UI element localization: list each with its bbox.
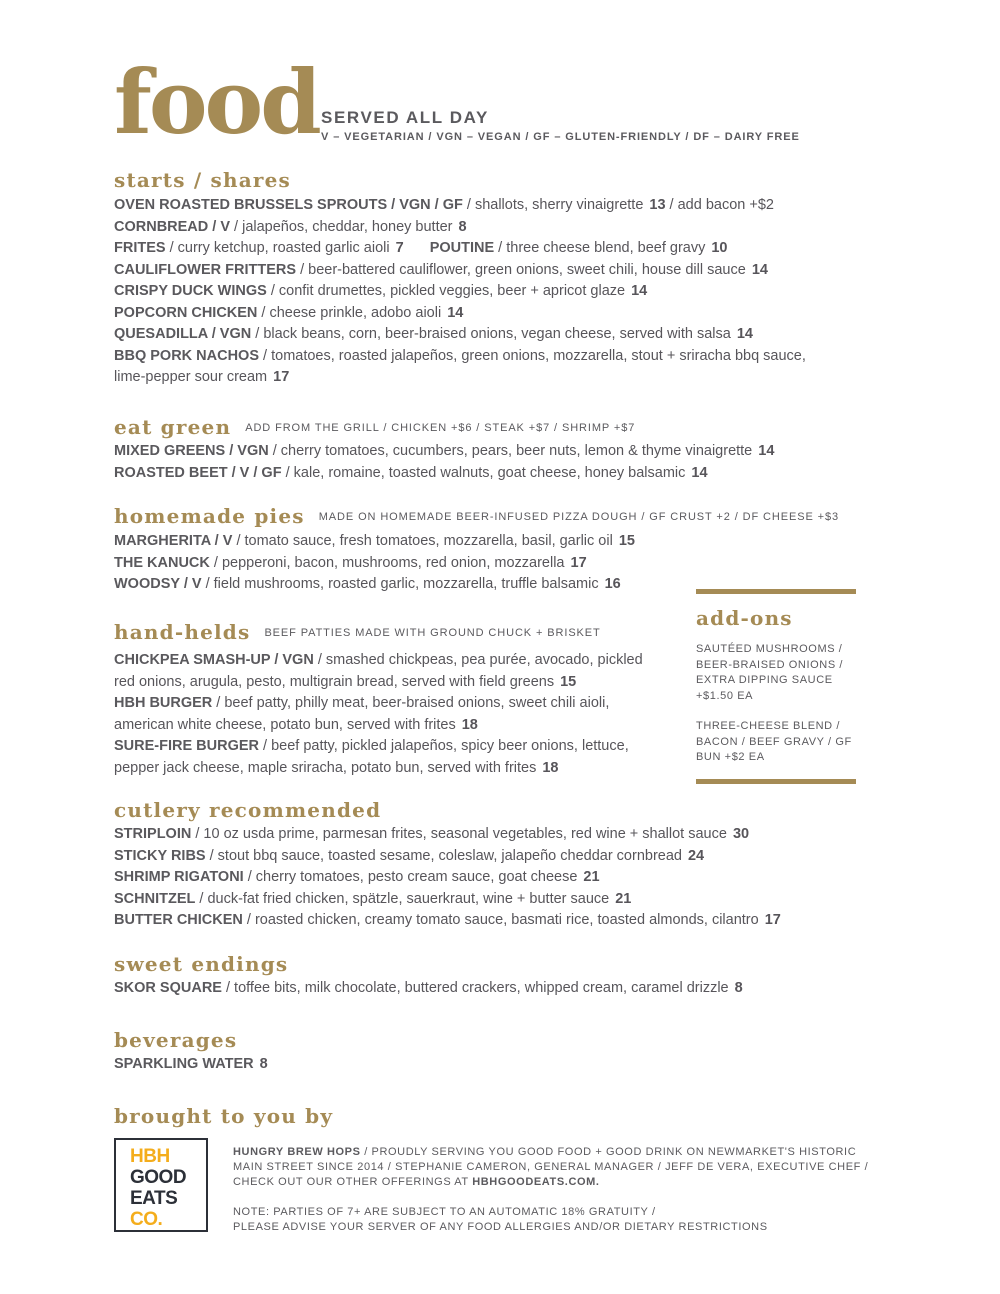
item-name: FRITES — [114, 240, 166, 256]
logo-line: EATS — [130, 1188, 178, 1209]
menu-item — [114, 736, 659, 779]
item-desc: / duck-fat fried chicken, spätzle, sauerkraut, wine + butter sauce — [195, 890, 610, 907]
item-desc: / pepperoni, bacon, mushrooms, red onion, mozzarella — [209, 554, 565, 571]
menu-item — [114, 650, 659, 693]
item-price: 13 — [649, 197, 666, 213]
menu-item — [114, 824, 834, 846]
section-heading-handhelds — [114, 620, 601, 645]
beverages-list — [114, 1054, 834, 1076]
website-link[interactable]: HBHGOODEATS.COM. — [472, 1176, 600, 1188]
item-desc: / 10 oz usda prime, parmesan frites, seasonal vegetables, red wine + shallot sauce — [191, 826, 727, 842]
item-desc: / three cheese blend, beef gravy — [494, 240, 706, 256]
item-price: 14 — [751, 261, 768, 278]
section-heading-addons: add-ons — [696, 606, 793, 630]
item-price: 30 — [732, 826, 750, 842]
section-heading-sweet: sweet endings — [114, 952, 289, 976]
item-price: 21 — [583, 869, 600, 885]
item-name: SCHNITZEL — [114, 890, 196, 907]
green-list — [114, 441, 834, 484]
item-name: QUESADILLA / VGN — [114, 326, 252, 342]
allergy-note: PLEASE ADVISE YOUR SERVER OF ANY FOOD ALLERGIES AND/OR DIETARY RESTRICTIONS — [233, 1221, 768, 1233]
item-name: HBH BURGER — [114, 695, 213, 711]
section-title: eat green — [114, 415, 232, 439]
item-desc: / smashed chickpeas, pea purée, avocado, pickled red onions, arugula, pesto, multigrain bread, served with field greens — [114, 652, 643, 690]
section-heading-starts: starts / shares — [114, 168, 292, 192]
dietary-legend: V – VEGETARIAN / VGN – VEGAN / GF – GLUTEN-FRIENDLY / DF – DAIRY FREE — [321, 131, 800, 143]
item-desc: / stout bbq sauce, toasted sesame, coleslaw, jalapeño cheddar cornbread — [205, 847, 682, 864]
menu-item — [114, 217, 834, 239]
item-name: SURE-FIRE BURGER — [114, 738, 260, 754]
item-desc: / toffee bits, milk chocolate, buttered crackers, whipped cream, caramel drizzle — [221, 980, 729, 996]
item-desc: / beer-battered cauliflower, green onions, sweet chili, house dill sauce — [296, 261, 746, 278]
section-title: hand-helds — [114, 620, 251, 644]
hbh-good-eats-logo — [114, 1138, 208, 1232]
item-desc: / tomatoes, roasted jalapeños, green onions, mozzarella, stout + sriracha bbq sauce, lime-pepper sour cream — [114, 347, 806, 385]
menu-item — [114, 463, 834, 485]
sweet-list — [114, 978, 834, 1000]
section-heading-beverages: beverages — [114, 1028, 238, 1052]
section-heading-cutlery: cutlery recommended — [114, 798, 382, 822]
menu-item — [114, 324, 834, 346]
item-desc: / cherry tomatoes, pesto cream sauce, goat cheese — [243, 869, 578, 885]
item-name: ROASTED BEET / V / GF — [114, 464, 282, 481]
item-desc: / beef patty, pickled jalapeños, spicy beer onions, lettuce, pepper jack cheese, maple sriracha, potato bun, served with frites — [114, 738, 629, 776]
item-name: POPCORN CHICKEN — [114, 304, 258, 321]
item-desc: / cherry tomatoes, cucumbers, pears, beer nuts, lemon & thyme vinaigrette — [268, 443, 753, 459]
item-name: SPARKLING WATER — [114, 1056, 254, 1072]
menu-item — [114, 910, 834, 932]
item-price: 10 — [711, 240, 728, 256]
served-all-day: SERVED ALL DAY — [321, 108, 489, 127]
item-name: OVEN ROASTED BRUSSELS SPROUTS / VGN / GF — [114, 197, 463, 213]
menu-item — [114, 346, 814, 389]
item-price: 15 — [560, 673, 577, 690]
item-price: 8 — [734, 980, 743, 996]
item-desc: / shallots, sherry vinaigrette — [462, 197, 644, 213]
logo-line: GOOD — [130, 1167, 187, 1188]
item-desc: / field mushrooms, roasted garlic, mozzarella, truffle balsamic — [201, 576, 599, 592]
item-price: 14 — [691, 464, 708, 481]
item-price: 16 — [604, 576, 621, 592]
item-name: THE KANUCK — [114, 554, 210, 571]
menu-item — [114, 693, 659, 736]
item-name: BUTTER CHICKEN — [114, 912, 243, 928]
item-name: STRIPLOIN — [114, 826, 192, 842]
section-note: MADE ON HOMEMADE BEER-INFUSED PIZZA DOUGH / GF CRUST +2 / DF CHEESE +$3 — [318, 511, 840, 523]
about-body: / PROUDLY SERVING YOU GOOD FOOD + GOOD DRINK ON NEWMARKET'S HISTORIC MAIN STREET SINCE 2014 / STEPHANIE CAMERON, GENERAL MANAGER / JEFF DE VERA, EXECUTIVE CHEF / CHECK OUT OUR OTHER OFFERINGS AT — [233, 1146, 869, 1188]
pies-list — [114, 531, 834, 596]
item-desc: / kale, romaine, toasted walnuts, goat cheese, honey balsamic — [281, 464, 686, 481]
item-desc: / black beans, corn, beer-braised onions, vegan cheese, served with salsa — [251, 326, 731, 342]
item-desc: / tomato sauce, fresh tomatoes, mozzarella, basil, garlic oil — [232, 533, 613, 549]
item-name: MIXED GREENS / VGN — [114, 443, 269, 459]
menu-item — [114, 978, 834, 1000]
item-desc: / cheese prinkle, adobo aioli — [257, 304, 442, 321]
addons-box — [696, 589, 856, 784]
item-price: 14 — [631, 283, 648, 299]
item-price: 24 — [687, 847, 705, 864]
logo-line: CO. — [130, 1209, 163, 1230]
section-note: ADD FROM THE GRILL / CHICKEN +$6 / STEAK +$7 / SHRIMP +$7 — [245, 422, 636, 434]
item-name: CAULIFLOWER FRITTERS — [114, 261, 297, 278]
item-desc: / beef patty, philly meat, beer-braised onions, sweet chili aioli, american white cheese, potato bun, served with frites — [114, 695, 610, 733]
brand-name: HUNGRY BREW HOPS — [233, 1146, 361, 1158]
item-name: CRISPY DUCK WINGS — [114, 283, 267, 299]
item-desc: / confit drumettes, pickled veggies, beer + apricot glaze — [266, 283, 626, 299]
menu-item — [114, 553, 834, 575]
item-price: 15 — [618, 533, 635, 549]
item-name: CORNBREAD / V — [114, 218, 231, 235]
menu-item — [114, 1054, 834, 1076]
item-name: POUTINE — [429, 240, 495, 256]
cutlery-list — [114, 824, 834, 932]
item-desc: / jalapeños, cheddar, honey butter — [230, 218, 453, 235]
addons-bottom-rule — [696, 779, 856, 784]
section-heading-eat-green — [114, 415, 635, 440]
item-price: 18 — [542, 759, 559, 776]
item-price: 14 — [736, 326, 753, 342]
item-name: SKOR SQUARE — [114, 980, 222, 996]
menu-item — [114, 303, 834, 325]
menu-item — [114, 281, 834, 303]
item-name: WOODSY / V — [114, 576, 202, 592]
addons-group-2: THREE-CHEESE BLEND / BACON / BEEF GRAVY / GF BUN +$2 EA — [696, 720, 852, 763]
menu-item — [114, 441, 834, 463]
gratuity-note: NOTE: PARTIES OF 7+ ARE SUBJECT TO AN AUTOMATIC 18% GRATUITY / — [233, 1206, 656, 1218]
item-desc: / roasted chicken, creamy tomato sauce, basmati rice, toasted almonds, cilantro — [242, 912, 759, 928]
about-text — [233, 1145, 873, 1190]
item-name: CHICKPEA SMASH-UP / VGN — [114, 652, 314, 668]
item-extra: / add bacon +$2 — [665, 197, 774, 213]
item-price: 18 — [461, 716, 478, 733]
item-price: 14 — [447, 304, 464, 321]
item-name: BBQ PORK NACHOS — [114, 347, 260, 364]
handhelds-list — [114, 650, 659, 779]
item-price: 17 — [273, 369, 290, 385]
section-note: BEEF PATTIES MADE WITH GROUND CHUCK + BRISKET — [264, 627, 601, 639]
starts-list — [114, 195, 834, 389]
addons-top-rule — [696, 589, 856, 594]
section-heading-pies — [114, 504, 839, 529]
menu-item — [114, 867, 834, 889]
item-name: SHRIMP RIGATONI — [114, 869, 244, 885]
menu-item — [114, 846, 834, 868]
item-price: 17 — [764, 912, 781, 928]
item-price: 8 — [259, 1056, 268, 1072]
item-desc: / curry ketchup, roasted garlic aioli — [165, 240, 390, 256]
item-name: STICKY RIBS — [114, 847, 206, 864]
item-price: 8 — [458, 218, 467, 235]
item-price: 7 — [395, 240, 404, 256]
section-title: homemade pies — [114, 504, 305, 528]
menu-item — [114, 889, 834, 911]
item-price: 21 — [615, 890, 632, 907]
logo-line: HBH — [130, 1146, 170, 1167]
item-price: 17 — [570, 554, 587, 571]
menu-item — [114, 238, 834, 260]
menu-item — [114, 260, 834, 282]
menu-title: food — [114, 50, 319, 154]
menu-item — [114, 195, 834, 217]
addons-group-1: SAUTÉED MUSHROOMS / BEER-BRAISED ONIONS / EXTRA DIPPING SAUCE +$1.50 EA — [696, 643, 844, 702]
menu-item — [114, 531, 834, 553]
item-name: MARGHERITA / V — [114, 533, 233, 549]
section-heading-brought-by: brought to you by — [114, 1104, 334, 1128]
item-price: 14 — [758, 443, 775, 459]
